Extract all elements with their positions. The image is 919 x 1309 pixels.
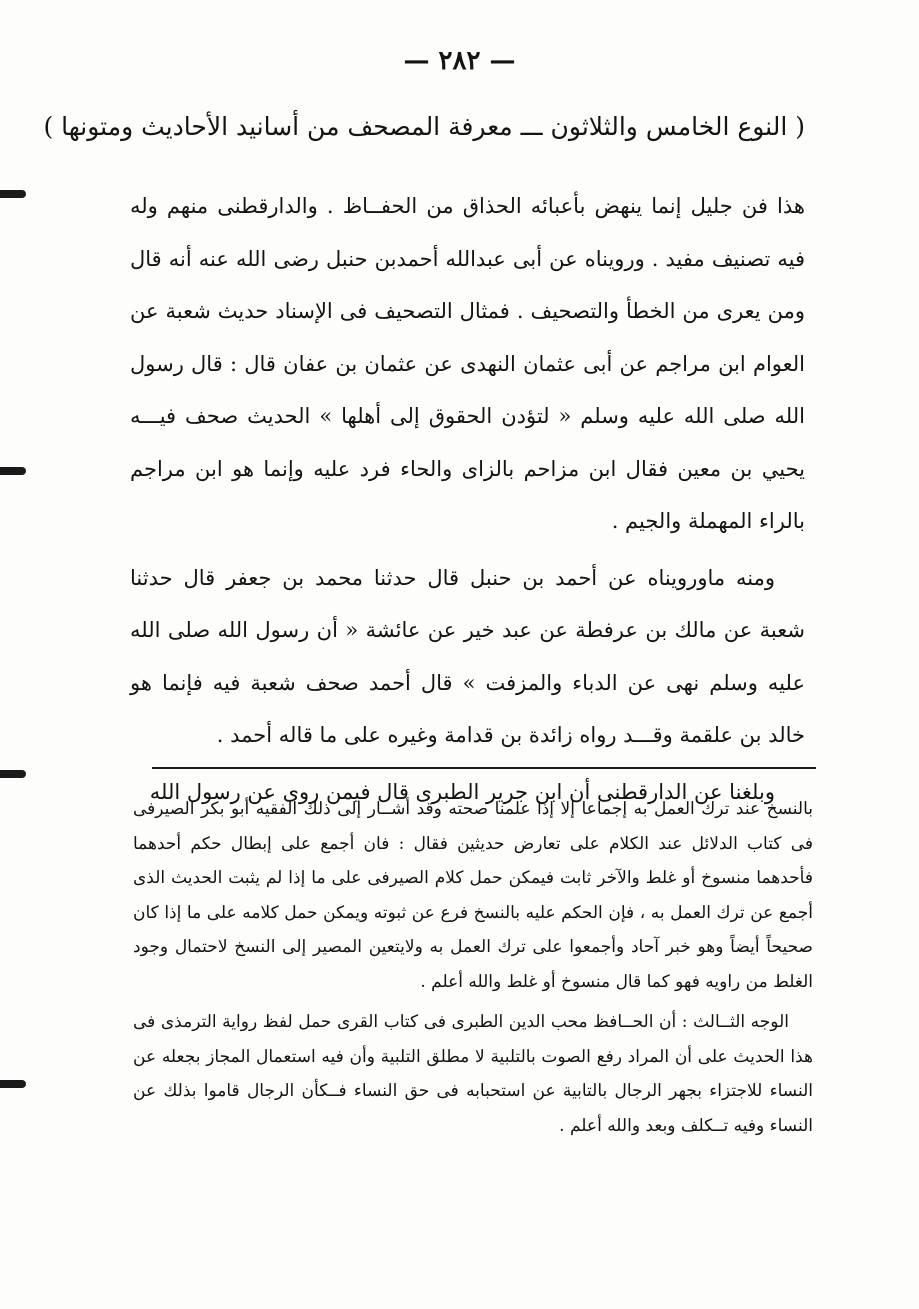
page-number: — ٢٨٢ — [403,46,516,76]
margin-mark [0,467,26,475]
footnote-divider [152,767,816,769]
main-paragraph: ومنه ماورويناه عن أحمد بن حنبل قال حدثنا محمد بن جعفر قال حدثنا شعبة عن مالك بن عرفطة عن عبد خير عن عائشة « أن رسول الله صلى الله عليه وسلم نهى عن الدباء والمزفت » قال أحمد صحف شعبة فيه فإنما هو خالد بن علقمة وقـــد رواه زائدة بن قدامة وغيره على ما قاله أحمد . [130,565,805,747]
margin-mark [0,1080,26,1088]
chapter-title: ( النوع الخامس والثلاثون ـــ معرفة المصحف من أسانيد الأحاديث ومتونها ) [43,112,805,141]
main-paragraph: هذا فن جليل إنما ينهض بأعبائه الحذاق من الحفــاظ . والدارقطنى منهم وله فيه تصنيف مفيد . ورويناه عن أبى عبدالله أحمدبن حنبل رضى الله عنه أنه قال ومن يعرى من الخطأ والتصحيف . فمثال التصحيف فى الإسناد حديث شعبة عن العوام ابن مراجم عن أبى عثمان النهدى عن عثمان بن عفان قال : قال رسول الله صلى الله عليه وسلم « لتؤدن الحقوق إلى أهلها » الحديث صحف فيـــه يحيي بن معين فقال ابن مزاحم بالزاى والحاء فرد عليه وإنما هو ابن مراجم بالراء المهملة والجيم . [130,194,805,533]
main-paragraph: وبلغنا عن الدارقطنى أن ابن جرير الطبرى قال فيمن روى عن رسول الله [149,779,775,804]
margin-mark [0,770,26,778]
footnote-text [133,792,813,1149]
footnote-paragraph: الوجه الثــالث : أن الحــافظ محب الدين الطبرى فى كتاب القرى حمل لفظ رواية الترمذى فى هذا الحديث على أن المراد رفع الصوت بالتلبية لا مطلق التلبية وأن فيه استعمال المجاز بجعله عن النساء للاجتزاء بجهر الرجال بالتابية عن استحبابه فى حق النساء فــكأن الرجال قاموا بذلك عن النساء وفيه تــكلف وبعد والله أعلم . [133,1012,813,1136]
margin-mark [0,190,26,198]
footnote-paragraph: بالنسخ عند ترك العمل به إجماعا إلا إذا علمنا صحته وقد أشــار إلى ذلك الفقيه أبو بكر الصيرفى فى كتاب الدلائل عند الكلام على تعارض حديثين فقال : فان أجمع على إبطال حكم أحدهما فأحدهما منسوخ أو غلط والآخر ثابت فيمكن حمل كلام الصيرفى على ما إذا لم يثبت الحديث الذى أجمع عن ترك العمل به ، فإن الحكم عليه بالنسخ فرع عن ثبوته ويمكن حمل كلامه على ما إذا كان صحيحاً أيضاً وهو خبر آحاد وأجمعوا على ترك العمل به ولايتعين المصير إلى النسخ لاحتمال وجود الغلط من راويه فهو كما قال منسوخ أو غلط والله أعلم . [133,799,813,992]
main-text [130,180,805,822]
